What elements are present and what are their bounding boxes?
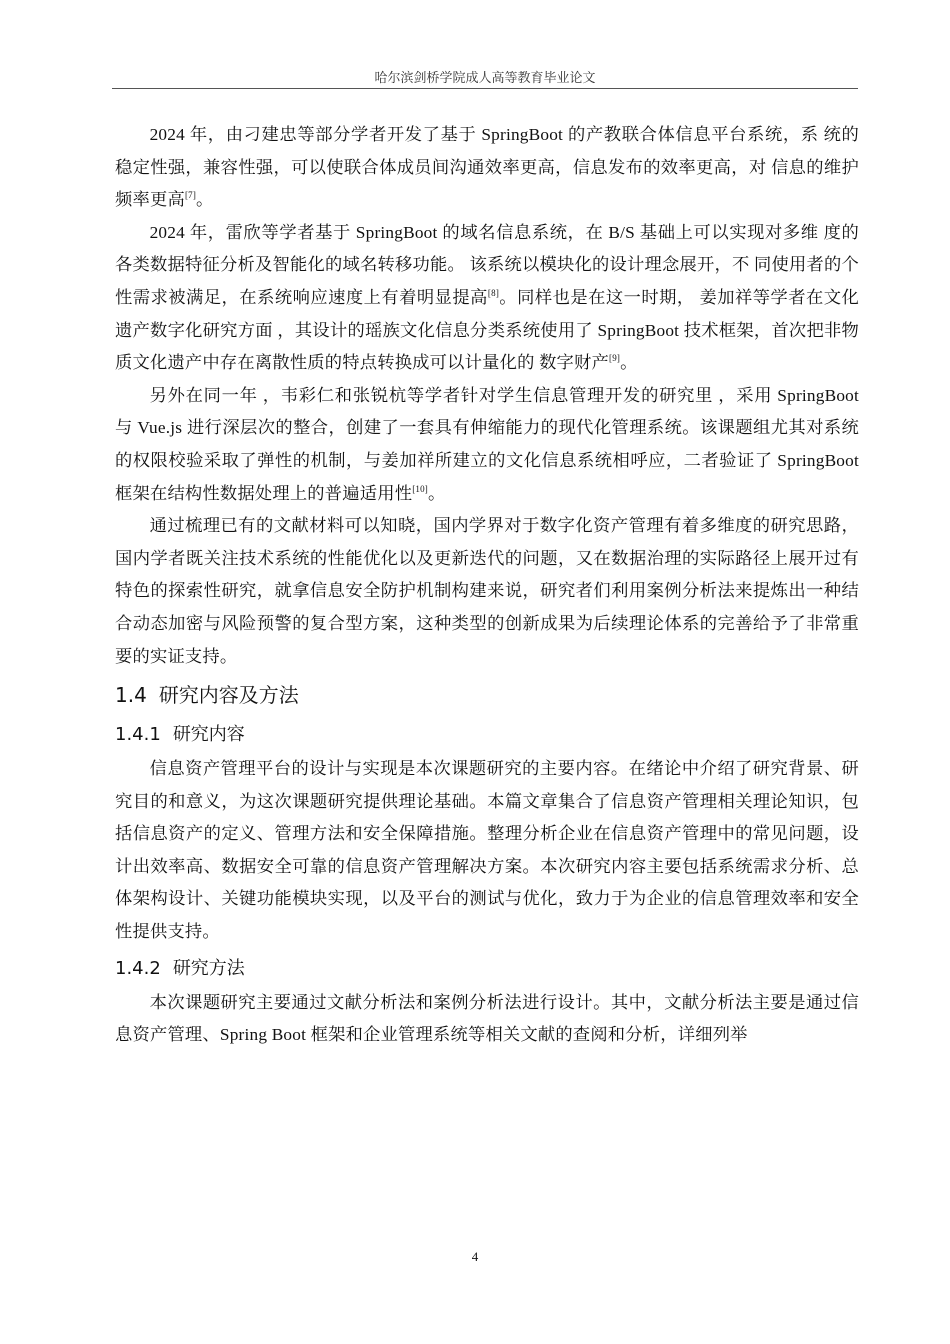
paragraph-2 — [115, 217, 859, 380]
citation: [9] — [609, 353, 621, 364]
page-body — [115, 119, 859, 1052]
paragraph-research-method: 本次课题研究主要通过文献分析法和案例分析法进行设计。其中，文献分析法主要是通过信息资产管理、Spring Boot 框架和企业管理系统等相关文献的查阅和分析，详细列举 — [115, 992, 859, 1045]
paragraph-text: 通过梳理已有的文献材料可以知晓，国内学界对于数字化资产管理有着多维度的研究思路，国内学者既关注技术系统的性能优化以及更新迭代的问题，又在数据治理的实际路径上展开过有特色的探索性研究，就拿信息安全防护机制构建来说，研究者们利用案例分析法来提炼出一种结合动态加密与风险预警的复合型方案，这种类型的创新成果为后续理论体系的完善给予了非常重要的实证支持。 — [115, 516, 859, 666]
section-title: 研究内容及方法 — [158, 683, 299, 708]
paragraph-3 — [115, 380, 859, 510]
subsection-title: 研究内容 — [172, 724, 245, 746]
section-heading — [115, 676, 859, 714]
paragraph-text: 2024 年，由刁建忠等部分学者开发了基于 SpringBoot 的产教联合体信息平台系统，系 统的稳定性强，兼容性强，可以使联合体成员间沟通效率更高，信息发布的效率更高，对 信息的维护频率更高 — [115, 125, 859, 210]
paragraph-tail: 。 — [620, 353, 638, 373]
paragraph-text: 2024 年，雷欣等学者基于 SpringBoot 的域名信息系统，在 B/S 基础上可以实现对多维 度的各类数据特征分析及智能化的域名转移功能。 该系统以模块化的设计理念展开，不 同使用者的个性需求被满足，在系统响应速度上有着明显提高 — [115, 222, 859, 307]
header-rule — [112, 88, 858, 89]
subsection-number: 1.4.2 — [115, 957, 161, 979]
paragraph-4 — [115, 510, 859, 673]
citation: [8] — [487, 287, 500, 298]
paragraph-text: 。同样也是在这一时期， 姜加祥等学者在文化遗产数字化研究方面 ，其设计的瑶族文化信息分类系统使用了 SpringBoot 技术框架，首次把非物质文化遗产中存在离散性质的特点转换成可以计量化的 数字财产 — [115, 287, 859, 373]
running-header: 哈尔滨剑桥学院成人高等教育毕业论文 — [374, 70, 596, 85]
paragraph-tail: 。 — [196, 190, 214, 210]
section-number: 1.4 — [115, 683, 147, 708]
citation: [7] — [184, 190, 197, 201]
subsection-title: 研究方法 — [172, 957, 245, 979]
subsection-number: 1.4.1 — [115, 724, 161, 746]
paragraph-research-content: 信息资产管理平台的设计与实现是本次课题研究的主要内容。在绪论中介绍了研究背景、研究目的和意义，为这次课题研究提供理论基础。本篇文章集合了信息资产管理相关理论知识，包括信息资产的定义、管理方法和安全保障措施。整理分析企业在信息资产管理中的常见问题，设计出效率高、数据安全可靠的信息资产管理解决方案。本次研究内容主要包括系统需求分析、总体架构设计、关键功能模块实现，以及平台的测试与优化，致力于为企业的信息管理效率和安全性提供支持。 — [115, 759, 859, 942]
paragraph-1 — [115, 119, 859, 217]
subsection-heading-content — [115, 717, 859, 753]
subsection-heading-method — [115, 951, 859, 987]
paragraph-tail: 。 — [427, 483, 446, 503]
citation: [10] — [412, 483, 428, 494]
paragraph-text: 另外在同一年 ，韦彩仁和张锐杭等学者针对学生信息管理开发的研究里 ，采用 SpringBoot 与 Vue.js 进行深层次的整合，创建了一套具有伸缩能力的现代化管理系统。该课题组尤其对系统的权限校验采取了弹性的机制，与姜加祥所建立的文化信息系统相呼应，二者验证了 SpringBoot 框架在结构性数据处理上的普遍适用性 — [115, 385, 859, 503]
page-number: 4 — [471, 1249, 479, 1264]
